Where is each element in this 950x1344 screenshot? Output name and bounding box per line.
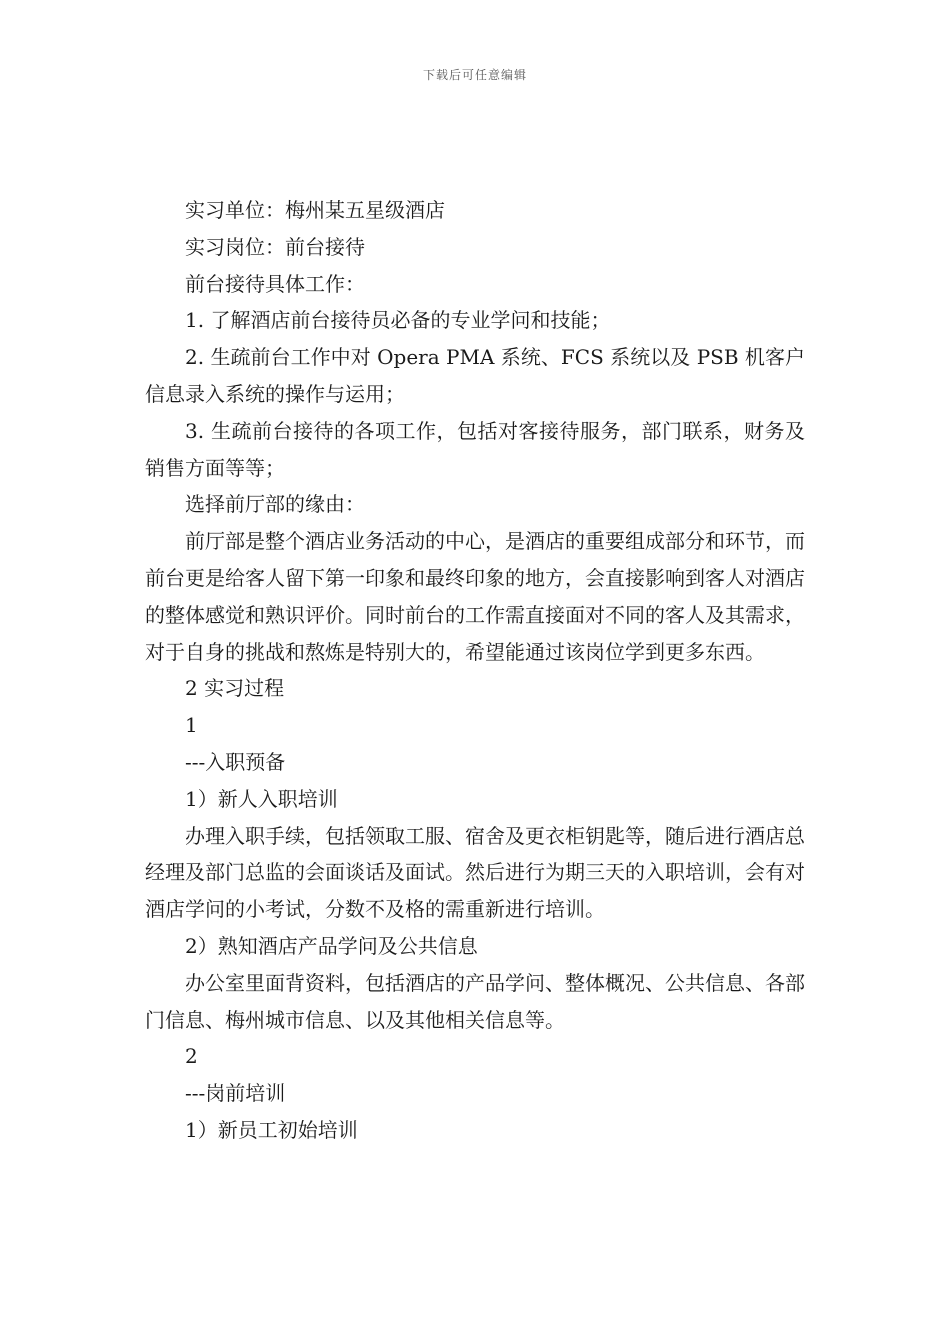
step-title-pre-job-training: ---岗前培训 (185, 1081, 286, 1106)
document-body (145, 192, 805, 1149)
paragraph-reason-body: 前厅部是整个酒店业务活动的中心，是酒店的重要组成部分和环节，而前台更是给客人留下第一印象和最终印象的地方，会直接影响到客人对酒店的整体感觉和熟识评价。同时前台的工作需直接面对不同的客人及其需求，对于自身的挑战和熬炼是特别大的，希望能通过该岗位学到更多东西。 (145, 529, 805, 664)
paragraph-product-knowledge: 办公室里面背资料，包括酒店的产品学问、整体概况、公共信息、各部门信息、梅州城市信息、以及其他相关信息等。 (145, 970, 805, 1032)
paragraph-duty-1: 1. 了解酒店前台接待员必备的专业学问和技能； (185, 308, 611, 333)
paragraph-internship-unit: 实习单位：梅州某五星级酒店 (185, 198, 445, 222)
paragraph-new-hire-training: 办理入职手续，包括领取工服、宿舍及更衣柜钥匙等，随后进行酒店总经理及部门总监的会面谈话及面试。然后进行为期三天的入职培训，会有对酒店学问的小考试，分数不及格的需重新进行培训。 (145, 823, 805, 922)
step-number-2: 2 (185, 1044, 198, 1069)
subheading-initial-training: 1）新员工初始培训 (185, 1117, 358, 1142)
paragraph-reason-heading: 选择前厅部的缘由： (185, 492, 365, 517)
subheading-new-hire-training: 1）新人入职培训 (185, 786, 338, 811)
paragraph-duties-heading: 前台接待具体工作： (185, 271, 365, 296)
paragraph-internship-position: 实习岗位：前台接待 (185, 234, 365, 259)
step-title-onboarding: ---入职预备 (185, 749, 286, 774)
paragraph-duty-2: 2. 生疏前台工作中对 Opera PMA 系统、FCS 系统以及 PSB 机客户信息录入系统的操作与运用； (145, 345, 805, 406)
page-header: 下载后可任意编辑 (422, 68, 527, 82)
subheading-product-knowledge: 2）熟知酒店产品学问及公共信息 (185, 933, 478, 958)
paragraph-duty-3: 3. 生疏前台接待的各项工作，包括对客接待服务，部门联系，财务及销售方面等等； (145, 418, 805, 480)
step-number-1: 1 (185, 713, 198, 738)
section-heading-process: 2 实习过程 (185, 676, 285, 701)
